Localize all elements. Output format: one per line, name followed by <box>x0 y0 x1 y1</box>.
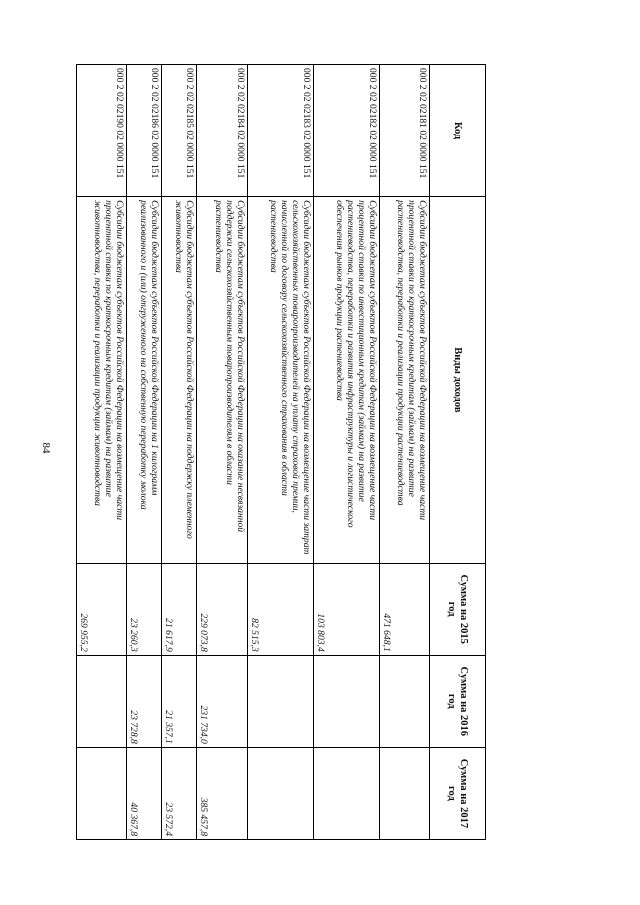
cell-2017: 23 572,4 <box>162 747 197 839</box>
cell-2017 <box>247 747 313 839</box>
cell-2016 <box>247 655 313 747</box>
cell-code: 000 2 02 02182 02 0000 151 <box>313 65 379 197</box>
cell-2015: 229 073,8 <box>197 563 247 655</box>
cell-2016: 23 728,8 <box>127 655 162 747</box>
header-desc: Виды доходов <box>430 197 486 563</box>
cell-2016 <box>379 655 429 747</box>
cell-code: 000 2 02 02183 02 0000 151 <box>247 65 313 197</box>
table-row <box>197 65 247 840</box>
table-row <box>313 65 379 840</box>
cell-2015: 471 648,1 <box>379 563 429 655</box>
cell-desc: Субсидии бюджетам субъектов Российской Федерации на оказание несвязанной поддержки сельскохозяйственным товаропроизводителям в области растениеводства <box>197 197 247 563</box>
cell-2016 <box>77 655 127 747</box>
header-code: Код <box>430 65 486 197</box>
page-number: 84 <box>40 442 52 454</box>
cell-code: 000 2 02 02186 02 0000 151 <box>127 65 162 197</box>
cell-desc: Субсидии бюджетам субъектов Российской Федерации на 1 килограмм реализованного и (или) отгруженного на собственную переработку молока <box>127 197 162 563</box>
cell-2015: 103 803,4 <box>313 563 379 655</box>
header-2015: Сумма на 2015 год <box>430 563 486 655</box>
cell-2017: 40 367,8 <box>127 747 162 839</box>
cell-2015: 269 955,2 <box>77 563 127 655</box>
income-table <box>76 64 486 840</box>
table-row <box>77 65 127 840</box>
cell-code: 000 2 02 02184 02 0000 151 <box>197 65 247 197</box>
cell-2016 <box>313 655 379 747</box>
table-header-row <box>430 65 486 840</box>
table-row <box>379 65 429 840</box>
table-row <box>247 65 313 840</box>
cell-2016: 21 357,1 <box>162 655 197 747</box>
cell-desc: Субсидии бюджетам субъектов Российской Федерации на возмещение части процентной ставки по инвестиционным кредитам (займам) на развитие растениеводства, переработки и развития инфраструктуры и логистического обеспечения рынков продукции растениеводства <box>313 197 379 563</box>
cell-2015: 82 515,3 <box>247 563 313 655</box>
rotated-table-frame <box>76 64 486 840</box>
cell-2015: 21 617,9 <box>162 563 197 655</box>
cell-code: 000 2 02 02190 02 0000 151 <box>77 65 127 197</box>
cell-desc: Субсидии бюджетам субъектов Российской Федерации на возмещение части процентной ставки по краткосрочным кредитам (займам) на развитие растениеводства, переработки и реализации продукции растениеводства <box>379 197 429 563</box>
cell-desc: Субсидии бюджетам субъектов Российской Федерации на поддержку племенного животноводства <box>162 197 197 563</box>
table-row <box>162 65 197 840</box>
table-row <box>127 65 162 840</box>
cell-desc: Субсидии бюджетам субъектов Российской Федерации на возмещение части процентной ставки по краткосрочным кредитам (займам) на развитие животноводства, переработки и реализации продукции животноводства <box>77 197 127 563</box>
rotated-table-content <box>76 64 486 840</box>
cell-desc: Субсидии бюджетам субъектов Российской Федерации на возмещение части затрат сельскохозяйственных товаропроизводителей на уплату страховой премии, начисленной по договору сельскохозяйственного страхования в области растениеводства <box>247 197 313 563</box>
cell-2017: 385 457,8 <box>197 747 247 839</box>
cell-code: 000 2 02 02185 02 0000 151 <box>162 65 197 197</box>
cell-2017 <box>379 747 429 839</box>
cell-code: 000 2 02 02181 02 0000 151 <box>379 65 429 197</box>
cell-2017 <box>77 747 127 839</box>
cell-2016: 231 734,0 <box>197 655 247 747</box>
header-2016: Сумма на 2016 год <box>430 655 486 747</box>
cell-2017 <box>313 747 379 839</box>
cell-2015: 23 260,3 <box>127 563 162 655</box>
header-2017: Сумма на 2017 год <box>430 747 486 839</box>
